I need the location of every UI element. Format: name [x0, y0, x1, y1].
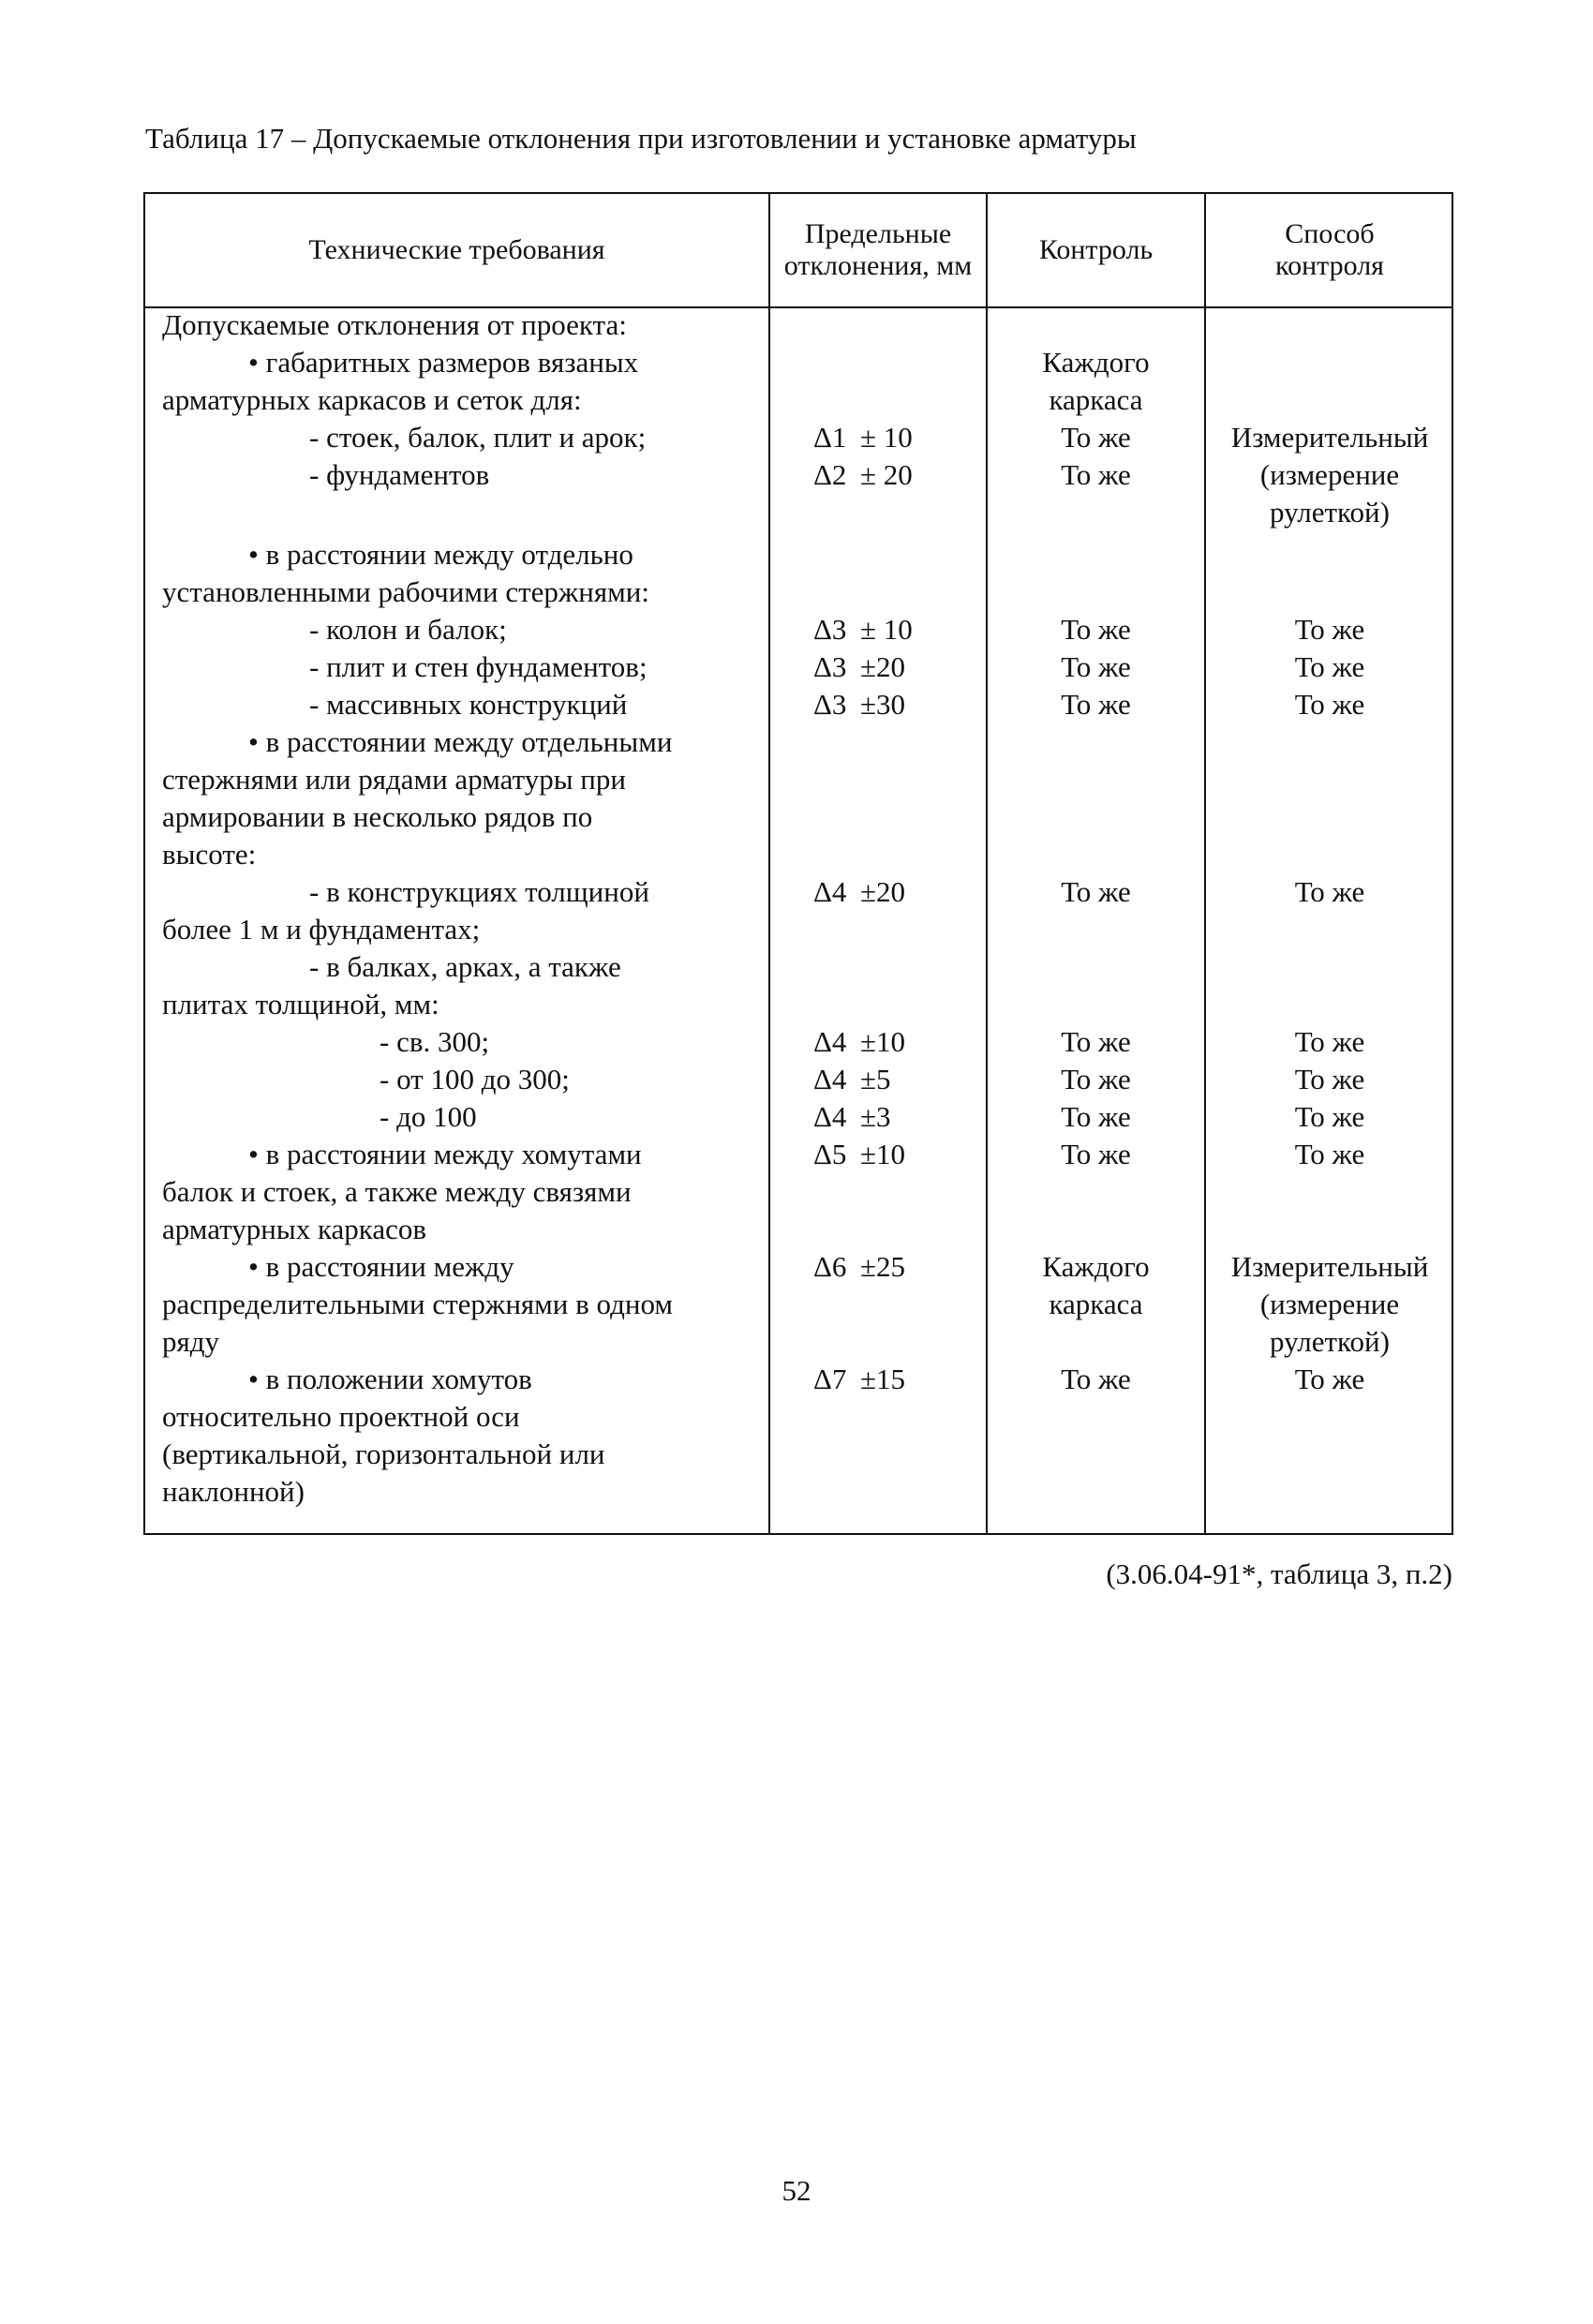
requirement-line: - массивных конструкций	[309, 688, 628, 721]
requirement-line: • в расстоянии между отдельными	[248, 725, 673, 758]
requirement-line: - от 100 до 300;	[380, 1063, 570, 1095]
method-text: Измерительный	[1230, 421, 1429, 454]
header-requirements: Технические требования	[308, 234, 605, 265]
method-text: То же	[1294, 688, 1365, 721]
method-text: рулеткой)	[1270, 496, 1390, 529]
deviation-value: Δ4 ±20	[813, 875, 906, 908]
method-text: То же	[1294, 613, 1365, 646]
page-number: 52	[782, 2174, 811, 2207]
deviation-value: Δ6 ±25	[813, 1250, 906, 1283]
control-text: каркаса	[1049, 383, 1143, 416]
requirement-line: - плит и стен фундаментов;	[309, 650, 648, 683]
deviation-value: Δ4 ±3	[813, 1100, 891, 1133]
requirement-line: • в расстоянии между хомутами	[248, 1138, 642, 1170]
method-text: То же	[1294, 1138, 1365, 1170]
requirement-line: • в расстоянии между	[248, 1250, 514, 1283]
requirement-line: арматурных каркасов и сеток для:	[162, 383, 582, 416]
requirement-line: - фундаментов	[309, 458, 490, 491]
deviation-value: Δ2 ± 20	[813, 458, 913, 491]
method-text: То же	[1294, 650, 1365, 683]
control-text: То же	[1061, 650, 1131, 683]
requirement-line: балок и стоек, а также между связями	[162, 1175, 632, 1208]
control-text: То же	[1061, 1100, 1131, 1133]
requirement-line: - в конструкциях толщиной	[309, 875, 649, 908]
requirement-line: - в балках, арках, а также	[309, 950, 621, 983]
control-text: То же	[1061, 688, 1131, 721]
requirement-line: Допускаемые отклонения от проекта:	[162, 308, 627, 341]
table-caption: Таблица 17 – Допускаемые отклонения при изготовлении и установке арматуры	[145, 122, 1137, 155]
requirement-line: - колон и балок;	[309, 613, 507, 646]
requirement-line: • габаритных размеров вязаных	[248, 346, 639, 379]
method-text: (измерение	[1259, 458, 1400, 491]
method-text: То же	[1294, 1363, 1365, 1395]
requirement-line: наклонной)	[162, 1475, 305, 1508]
method-text: (измерение	[1259, 1288, 1400, 1320]
deviations-table	[143, 192, 1453, 1535]
requirement-line: - до 100	[380, 1100, 477, 1133]
method-text: То же	[1294, 1025, 1365, 1058]
header-deviations: Предельные отклонения, мм	[783, 218, 973, 281]
requirement-line: более 1 м и фундаментах;	[162, 913, 481, 946]
requirement-line: распределительными стержнями в одном	[162, 1288, 674, 1320]
header-control-method: Способ контроля	[1275, 218, 1384, 281]
deviation-value: Δ3 ±30	[813, 688, 906, 721]
control-text: каркаса	[1049, 1288, 1143, 1320]
deviation-value: Δ5 ±10	[813, 1138, 906, 1170]
control-text: То же	[1061, 875, 1131, 908]
control-text: То же	[1061, 1138, 1131, 1170]
method-text: Измерительный	[1230, 1250, 1429, 1283]
requirement-line: ряду	[162, 1325, 220, 1358]
control-text: То же	[1061, 1363, 1131, 1395]
requirement-line: • в расстоянии между отдельно	[248, 538, 633, 571]
deviation-value: Δ4 ±5	[813, 1063, 891, 1095]
requirement-line: плитах толщиной, мм:	[162, 988, 439, 1020]
deviation-value: Δ7 ±15	[813, 1363, 906, 1395]
control-text: То же	[1061, 1025, 1131, 1058]
requirement-line: армировании в несколько рядов по	[162, 800, 593, 833]
column-divider	[768, 194, 770, 1533]
requirement-line: - св. 300;	[380, 1025, 490, 1058]
method-text: То же	[1294, 875, 1365, 908]
control-text: Каждого	[1042, 346, 1150, 379]
control-text: То же	[1061, 613, 1131, 646]
requirement-line: (вертикальной, горизонтальной или	[162, 1438, 605, 1470]
source-reference: (3.06.04-91*, таблица 3, п.2)	[1106, 1557, 1452, 1590]
requirement-line: высоте:	[162, 838, 257, 871]
requirement-line: установленными рабочими стержнями:	[162, 575, 649, 608]
header-control: Контроль	[1038, 234, 1154, 265]
deviation-value: Δ3 ±20	[813, 650, 906, 683]
requirement-line: • в положении хомутов	[248, 1363, 532, 1395]
control-text: То же	[1061, 1063, 1131, 1095]
requirement-line: относительно проектной оси	[162, 1400, 520, 1433]
method-text: То же	[1294, 1100, 1365, 1133]
control-text: То же	[1061, 458, 1131, 491]
deviation-value: Δ3 ± 10	[813, 613, 913, 646]
method-text: рулеткой)	[1270, 1325, 1390, 1358]
deviation-value: Δ4 ±10	[813, 1025, 906, 1058]
control-text: То же	[1061, 421, 1131, 454]
deviation-value: Δ1 ± 10	[813, 421, 913, 454]
requirement-line: - стоек, балок, плит и арок;	[309, 421, 647, 454]
method-text: То же	[1294, 1063, 1365, 1095]
requirement-line: стержнями или рядами арматуры при	[162, 763, 626, 796]
requirement-line: арматурных каркасов	[162, 1213, 427, 1245]
control-text: Каждого	[1042, 1250, 1150, 1283]
